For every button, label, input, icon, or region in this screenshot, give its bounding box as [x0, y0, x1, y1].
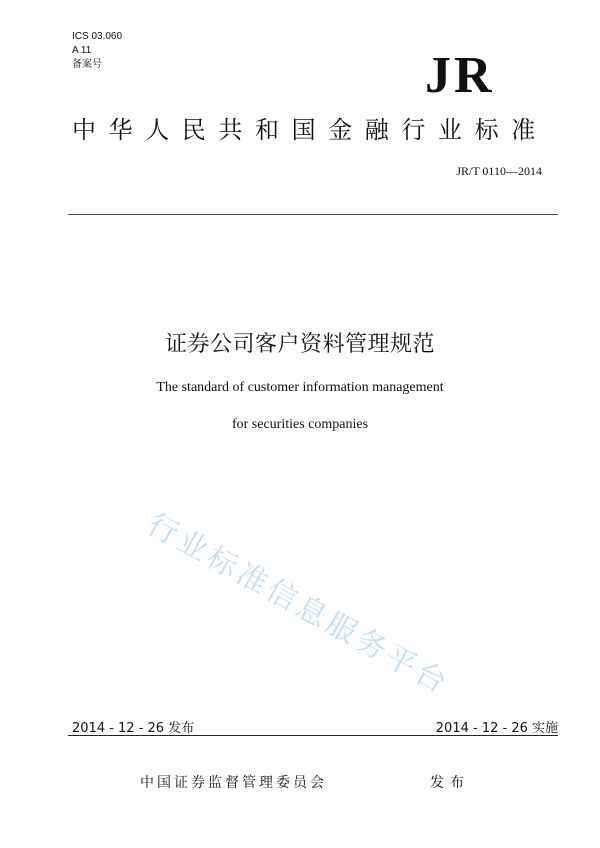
footer-divider [68, 735, 558, 736]
standard-category-title: 中华人民共和国金融行业标准 [72, 116, 548, 144]
publish-label: 发布 [430, 775, 470, 791]
issuing-authority: 中国证券监督管理委员会 [140, 775, 327, 791]
standard-number: JR/T 0110—2014 [456, 164, 542, 178]
ics-code: ICS 03.060 [72, 31, 123, 42]
document-title-en-line2: for securities companies [231, 417, 369, 432]
classification-code: A 11 [72, 45, 92, 56]
record-number-label: 备案号 [72, 59, 102, 70]
watermark-text: 行业标准信息服务平台 [141, 506, 456, 703]
jr-logo: JR [425, 47, 495, 104]
watermark [141, 500, 510, 703]
header-divider [68, 214, 558, 215]
document-title-zh: 证券公司客户资料管理规范 [164, 332, 435, 357]
implementation-date: 2014 - 12 - 26 实施 [435, 721, 558, 736]
document-title-en-line1: The standard of customer information management [156, 380, 444, 395]
issue-date: 2014 - 12 - 26 发布 [72, 721, 195, 736]
